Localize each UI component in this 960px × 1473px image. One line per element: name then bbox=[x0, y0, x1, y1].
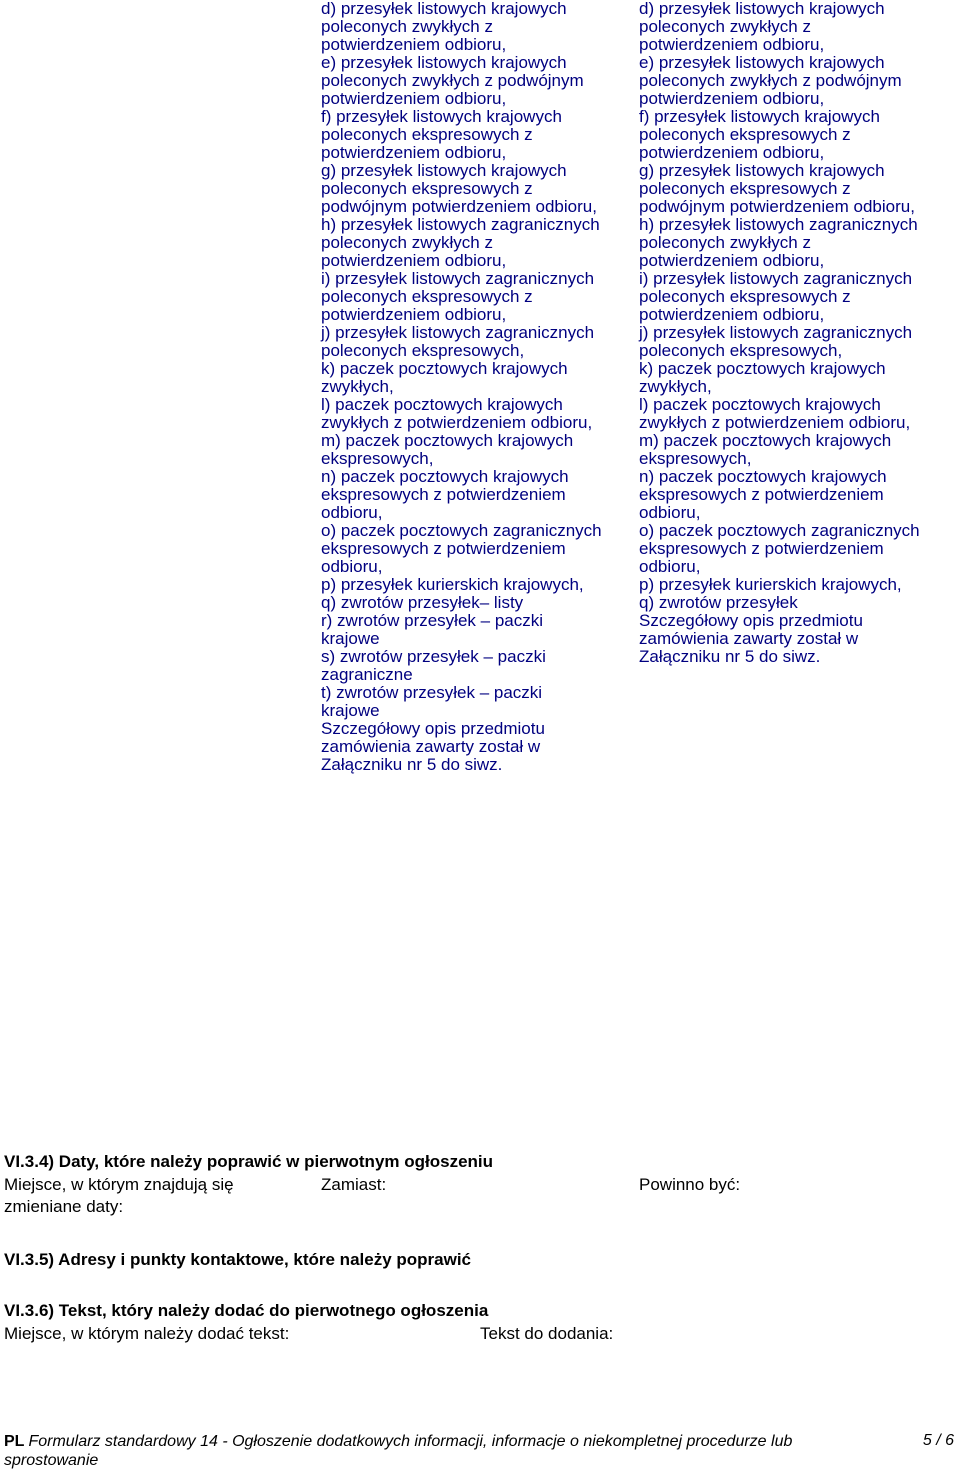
original-text-line: f) przesyłek listowych krajowych bbox=[321, 107, 562, 126]
corrected-text-line: n) paczek pocztowych krajowych bbox=[639, 467, 887, 486]
original-text-line: zwykłych z potwierdzeniem odbioru, bbox=[321, 413, 593, 432]
original-text-line: ekspresowych z potwierdzeniem bbox=[321, 485, 566, 504]
original-text-line: m) paczek pocztowych krajowych bbox=[321, 431, 574, 450]
original-text-line: ekspresowych, bbox=[321, 449, 434, 468]
corrected-text-line: potwierdzeniem odbioru, bbox=[639, 89, 825, 108]
corrected-text-line: potwierdzeniem odbioru, bbox=[639, 143, 825, 162]
original-text-line: odbioru, bbox=[321, 557, 383, 576]
vi34-place-label bbox=[4, 1174, 234, 1218]
corrected-text-line: poleconych zwykłych z podwójnym bbox=[639, 71, 902, 90]
corrected-text-line: poleconych ekspresowych z bbox=[639, 179, 851, 198]
original-text-line: k) paczek pocztowych krajowych bbox=[321, 359, 568, 378]
corrected-text-line: odbioru, bbox=[639, 557, 701, 576]
corrected-text-line: l) paczek pocztowych krajowych bbox=[639, 395, 881, 414]
original-text-line: poleconych ekspresowych, bbox=[321, 341, 525, 360]
original-text-line: potwierdzeniem odbioru, bbox=[321, 35, 507, 54]
corrected-text-line: zwykłych, bbox=[639, 377, 712, 396]
original-text-line: n) paczek pocztowych krajowych bbox=[321, 467, 569, 486]
corrected-text-line: f) przesyłek listowych krajowych bbox=[639, 107, 880, 126]
vi34-place-label-line1: Miejsce, w którym znajdują się bbox=[4, 1175, 234, 1194]
page-footer bbox=[4, 1432, 874, 1470]
corrected-text-line: ekspresowych z potwierdzeniem bbox=[639, 539, 884, 558]
corrected-text-line: j) przesyłek listowych zagranicznych bbox=[639, 323, 913, 342]
section-vi36-heading: VI.3.6) Tekst, który należy dodać do pierwotnego ogłoszenia bbox=[4, 1301, 489, 1320]
original-text-line: poleconych zwykłych z bbox=[321, 17, 493, 36]
original-text-line: d) przesyłek listowych krajowych bbox=[321, 0, 567, 18]
corrected-text-line: zwykłych z potwierdzeniem odbioru, bbox=[639, 413, 911, 432]
corrected-text-column bbox=[639, 0, 957, 666]
corrected-text-line: o) paczek pocztowych zagranicznych bbox=[639, 521, 920, 540]
vi36-text-label: Tekst do dodania: bbox=[480, 1324, 614, 1343]
original-text-line: j) przesyłek listowych zagranicznych bbox=[321, 323, 595, 342]
original-text-line: potwierdzeniem odbioru, bbox=[321, 305, 507, 324]
vi34-place-label-line2: zmieniane daty: bbox=[4, 1197, 124, 1216]
vi34-should-be-label: Powinno być: bbox=[639, 1175, 741, 1194]
corrected-text-line: ekspresowych, bbox=[639, 449, 752, 468]
corrected-text-line: potwierdzeniem odbioru, bbox=[639, 251, 825, 270]
corrected-text-line: poleconych zwykłych z bbox=[639, 17, 811, 36]
original-text-line: i) przesyłek listowych zagranicznych bbox=[321, 269, 595, 288]
original-text-line: o) paczek pocztowych zagranicznych bbox=[321, 521, 602, 540]
original-text-line: krajowe bbox=[321, 701, 380, 720]
original-text-line: zagraniczne bbox=[321, 665, 413, 684]
vi34-instead-label: Zamiast: bbox=[321, 1175, 387, 1194]
corrected-text-line: poleconych ekspresowych z bbox=[639, 287, 851, 306]
corrected-text-line: m) paczek pocztowych krajowych bbox=[639, 431, 892, 450]
section-vi34-heading: VI.3.4) Daty, które należy poprawić w pierwotnym ogłoszeniu bbox=[4, 1152, 494, 1171]
original-text-line: potwierdzeniem odbioru, bbox=[321, 143, 507, 162]
original-text-line: h) przesyłek listowych zagranicznych bbox=[321, 215, 600, 234]
original-text-line: s) zwrotów przesyłek – paczki bbox=[321, 647, 546, 666]
corrected-text-line: potwierdzeniem odbioru, bbox=[639, 305, 825, 324]
original-text-line: krajowe bbox=[321, 629, 380, 648]
corrected-text-line: k) paczek pocztowych krajowych bbox=[639, 359, 886, 378]
corrected-text-line: p) przesyłek kurierskich krajowych, bbox=[639, 575, 902, 594]
original-text-line: q) zwrotów przesyłek– listy bbox=[321, 593, 524, 612]
corrected-text-line: poleconych ekspresowych, bbox=[639, 341, 843, 360]
footer-language: PL bbox=[4, 1433, 25, 1450]
corrected-text-line: potwierdzeniem odbioru, bbox=[639, 35, 825, 54]
corrected-text-line: g) przesyłek listowych krajowych bbox=[639, 161, 885, 180]
corrected-text-line: podwójnym potwierdzeniem odbioru, bbox=[639, 197, 915, 216]
original-text-line: potwierdzeniem odbioru, bbox=[321, 89, 507, 108]
corrected-text-line: i) przesyłek listowych zagranicznych bbox=[639, 269, 913, 288]
original-text-line: t) zwrotów przesyłek – paczki bbox=[321, 683, 543, 702]
original-text-line: r) zwrotów przesyłek – paczki bbox=[321, 611, 544, 630]
corrected-text-line: Szczegółowy opis przedmiotu bbox=[639, 611, 863, 630]
footer-form-title: Formularz standardowy 14 - Ogłoszenie dodatkowych informacji, informacje o niekompletnej procedurze lub sprostowanie bbox=[4, 1433, 793, 1469]
corrected-text-line: Załączniku nr 5 do siwz. bbox=[639, 647, 821, 666]
original-text-line: e) przesyłek listowych krajowych bbox=[321, 53, 567, 72]
section-vi35-heading: VI.3.5) Adresy i punkty kontaktowe, które należy poprawić bbox=[4, 1250, 472, 1269]
original-text-line: potwierdzeniem odbioru, bbox=[321, 251, 507, 270]
original-text-line: zwykłych, bbox=[321, 377, 394, 396]
original-text-column bbox=[321, 0, 639, 774]
corrected-text-line: poleconych ekspresowych z bbox=[639, 125, 851, 144]
original-text-line: poleconych zwykłych z bbox=[321, 233, 493, 252]
corrected-text-line: e) przesyłek listowych krajowych bbox=[639, 53, 885, 72]
original-text-line: p) przesyłek kurierskich krajowych, bbox=[321, 575, 584, 594]
original-text-line: ekspresowych z potwierdzeniem bbox=[321, 539, 566, 558]
original-text-line: g) przesyłek listowych krajowych bbox=[321, 161, 567, 180]
original-text-line: poleconych ekspresowych z bbox=[321, 179, 533, 198]
original-text-line: poleconych ekspresowych z bbox=[321, 125, 533, 144]
corrected-text-line: h) przesyłek listowych zagranicznych bbox=[639, 215, 918, 234]
vi36-place-label: Miejsce, w którym należy dodać tekst: bbox=[4, 1324, 290, 1343]
original-text-line: podwójnym potwierdzeniem odbioru, bbox=[321, 197, 597, 216]
corrected-text-line: zamówienia zawarty został w bbox=[639, 629, 859, 648]
original-text-line: Szczegółowy opis przedmiotu bbox=[321, 719, 545, 738]
original-text-line: odbioru, bbox=[321, 503, 383, 522]
corrected-text-line: d) przesyłek listowych krajowych bbox=[639, 0, 885, 18]
original-text-line: zamówienia zawarty został w bbox=[321, 737, 541, 756]
original-text-line: poleconych ekspresowych z bbox=[321, 287, 533, 306]
corrected-text-line: poleconych zwykłych z bbox=[639, 233, 811, 252]
page-number: 5 / 6 bbox=[922, 1432, 954, 1449]
original-text-line: Załączniku nr 5 do siwz. bbox=[321, 755, 503, 774]
original-text-line: l) paczek pocztowych krajowych bbox=[321, 395, 563, 414]
corrected-text-line: odbioru, bbox=[639, 503, 701, 522]
original-text-line: poleconych zwykłych z podwójnym bbox=[321, 71, 584, 90]
corrected-text-line: q) zwrotów przesyłek bbox=[639, 593, 798, 612]
corrected-text-line: ekspresowych z potwierdzeniem bbox=[639, 485, 884, 504]
